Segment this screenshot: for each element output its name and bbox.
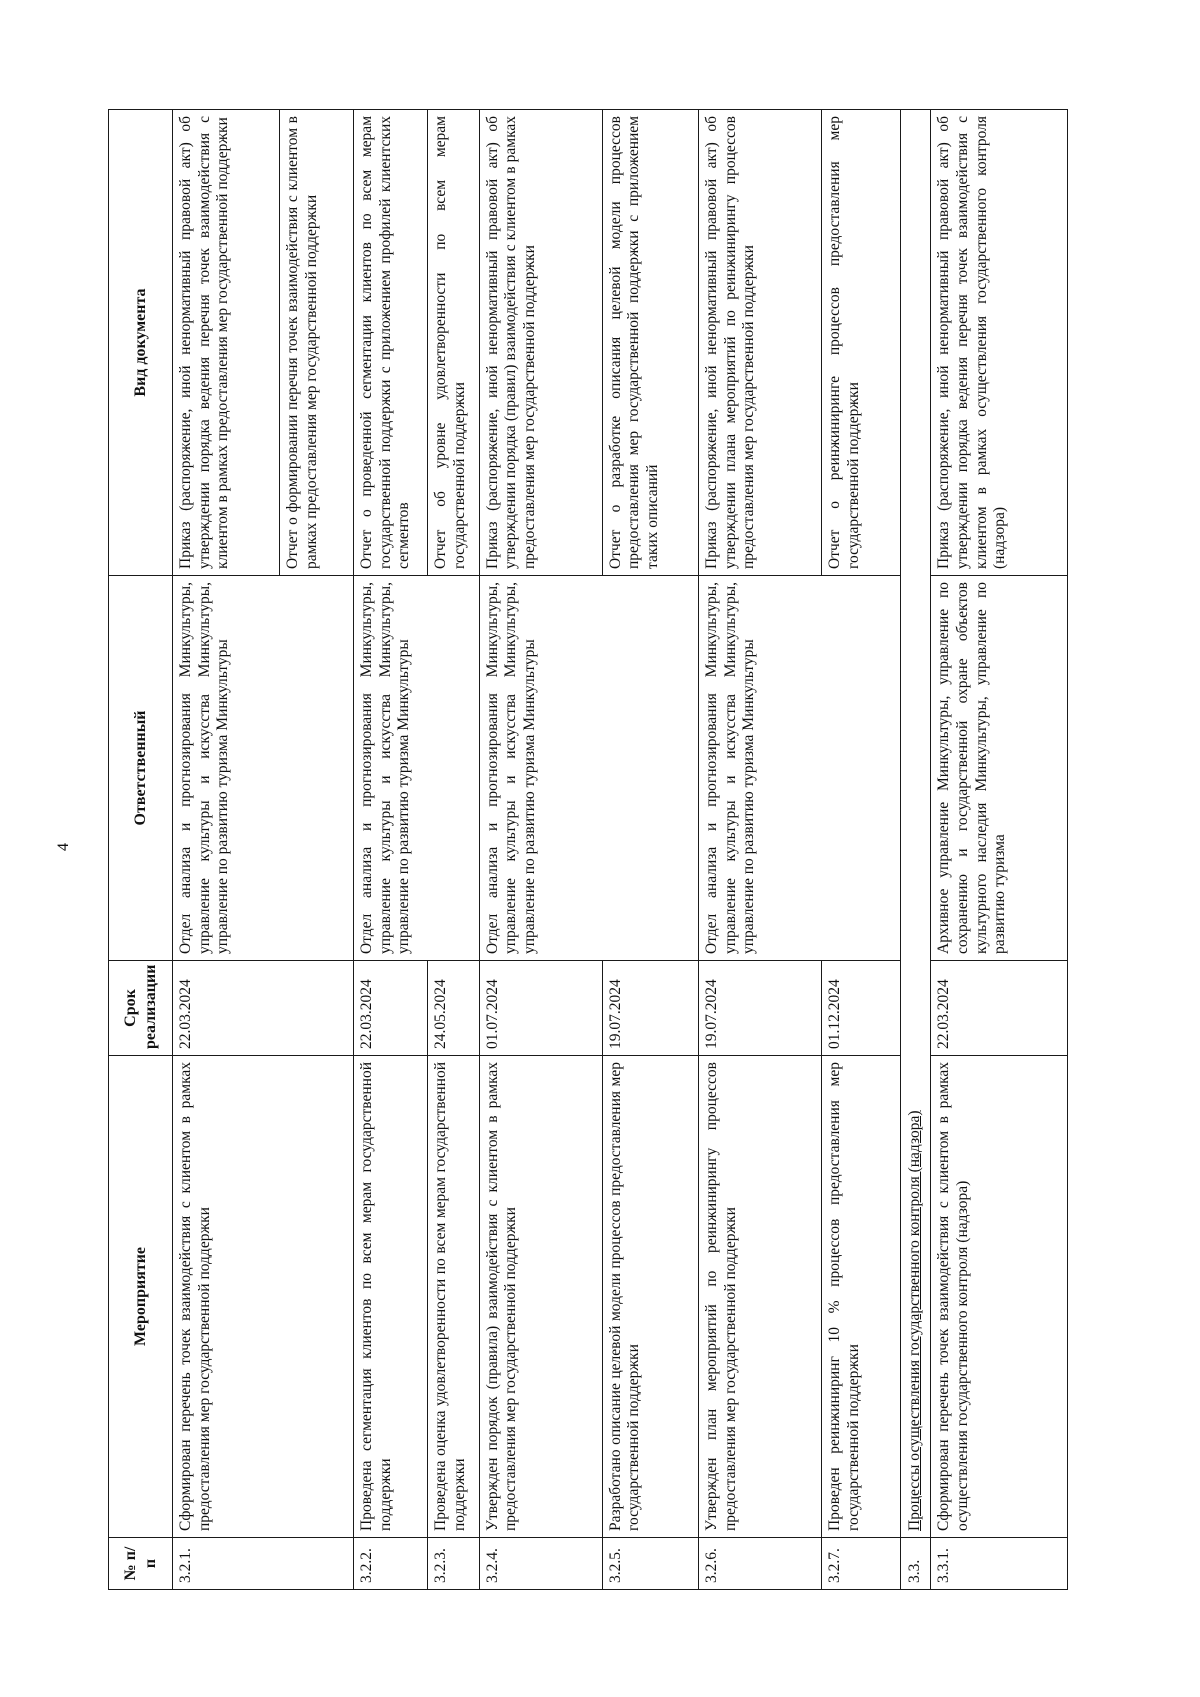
row-responsible: Отдел анализа и прогнозирования Минкультуры, управление культуры и искусства Минкультуры, управление по развитию туризма Минкультуры [173,576,354,961]
row-responsible: Отдел анализа и прогнозирования Минкультуры, управление культуры и искусства Минкультуры, управление по развитию туризма Минкультуры [354,576,480,961]
row-term: 22.03.2024 [173,961,354,1056]
row-event: Сформирован перечень точек взаимодействия с клиентом в рамках осуществления государственного контроля (надзора) [931,1056,1068,1538]
row-doc: Приказ (распоряжение, иной ненормативный правовой акт) об утверждении порядка ведения перечня точек взаимодействия с клиентом в рамках предоставления мер государственной поддержки [173,110,280,576]
header-term: Срок реализации [109,961,173,1056]
row-responsible: Отдел анализа и прогнозирования Минкультуры, управление культуры и искусства Минкультуры, управление по развитию туризма Минкультуры [479,576,698,961]
row-num: 3.2.2. [354,1538,428,1590]
row-doc: Отчет о реинжиниринге процессов предоставления мер государственной поддержки [822,110,900,576]
section-row [900,110,931,1590]
row-num: 3.3.1. [931,1538,1068,1590]
row-term: 01.12.2024 [822,961,900,1056]
row-num: 3.2.4. [479,1538,602,1590]
table-row [354,110,428,1590]
header-num: № п/п [109,1538,173,1590]
row-num: 3.2.6. [699,1538,822,1590]
table-header-row [109,110,173,1590]
measures-table [108,109,1068,1590]
row-event: Утвержден план мероприятий по реинжинирингу процессов предоставления мер государственной поддержки [699,1056,822,1538]
row-event: Сформирован перечень точек взаимодействия с клиентом в рамках предоставления мер государственной поддержки [173,1056,354,1538]
rotated-table-container [108,110,1068,1590]
row-term: 22.03.2024 [931,961,1068,1056]
row-doc: Отчет о проведенной сегментации клиентов по всем мерам государственной поддержки с приложением профилей клиентских сегментов [354,110,428,576]
row-term: 22.03.2024 [354,961,428,1056]
section-title-text: Процессы осуществления государственного контроля (надзора) [906,1110,924,1531]
row-event: Утвержден порядок (правила) взаимодействия с клиентом в рамках предоставления мер государственной поддержки [479,1056,602,1538]
row-doc: Отчет об уровне удовлетворенности по всем мерам государственной поддержки [428,110,480,576]
section-num: 3.3. [900,1538,931,1590]
row-event: Разработано описание целевой модели процессов предоставления мер государственной поддержки [602,1056,698,1538]
row-doc: Приказ (распоряжение, иной ненормативный правовой акт) об утверждении порядка (правил) взаимодействия с клиентом в рамках предоставления мер государственной поддержки [479,110,602,576]
row-term: 24.05.2024 [428,961,480,1056]
row-term: 19.07.2024 [602,961,698,1056]
row-num: 3.2.1. [173,1538,354,1590]
row-num: 3.2.5. [602,1538,698,1590]
table-row [479,110,602,1590]
table-row [931,110,1068,1590]
row-num: 3.2.3. [428,1538,480,1590]
row-event: Проведен реинжиниринг 10 % процессов предоставления мер государственной поддержки [822,1056,900,1538]
table-row [173,110,280,1590]
row-doc: Отчет о разработке описания целевой модели процессов предоставления мер государственной поддержки с приложением таких описаний [602,110,698,576]
row-responsible: Отдел анализа и прогнозирования Минкультуры, управление культуры и искусства Минкультуры, управление по развитию туризма Минкультуры [699,576,900,961]
row-doc: Приказ (распоряжение, иной ненормативный правовой акт) об утверждении порядка ведения перечня точек взаимодействия с клиентом в рамках осуществления государственного контроля (надзора) [931,110,1068,576]
row-responsible: Архивное управление Минкультуры, управление по сохранению и государственной охране объектов культурного наследия Минкультуры, управление по развитию туризма [931,576,1068,961]
row-doc: Приказ (распоряжение, иной ненормативный правовой акт) об утверждении плана мероприятий по реинжинирингу процессов предоставления мер государственной поддержки [699,110,822,576]
row-term: 01.07.2024 [479,961,602,1056]
row-event: Проведена сегментация клиентов по всем мерам государственной поддержки [354,1056,428,1538]
row-event: Проведена оценка удовлетворенности по всем мерам государственной поддержки [428,1056,480,1538]
header-doc-type: Вид документа [109,110,173,576]
page-number: 4 [55,843,72,851]
row-num: 3.2.7. [822,1538,900,1590]
row-term: 19.07.2024 [699,961,822,1056]
row-doc: Отчет о формировании перечня точек взаимодействия с клиентом в рамках предоставления мер государственной поддержки [280,110,354,576]
table-row [699,110,822,1590]
header-event: Мероприятие [109,1056,173,1538]
header-responsible: Ответственный [109,576,173,961]
section-title [900,110,931,1538]
